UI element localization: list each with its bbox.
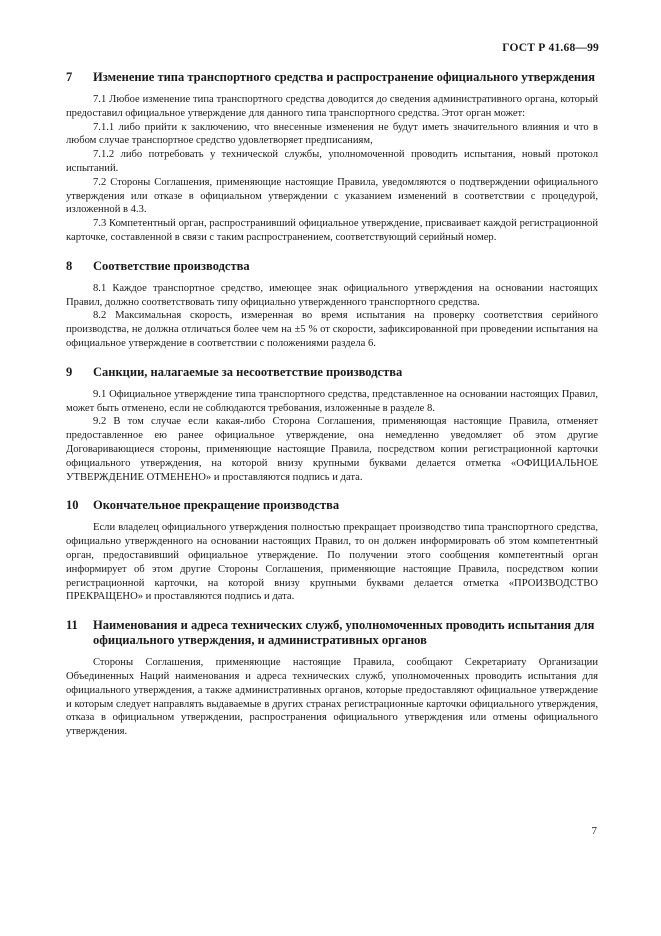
section-heading [66,70,598,85]
paragraph: 7.1.1 либо прийти к заключению, что внесенные изменения не будут иметь значительного влияния и что в любом случае транспортное средство удовлетворяет предписаниям, [66,121,598,147]
standard-code: ГОСТ Р 41.68—99 [502,42,599,54]
paragraph: 7.1 Любое изменение типа транспортного средства доводится до сведения административного органа, который предоставил официальное утверждение для данного типа транспортного средства. Этот орган может: [66,94,598,119]
section-number: 7 [66,70,73,84]
paragraph: 7.2 Стороны Соглашения, применяющие настоящие Правила, уведомляются о подтверждении официального утверждения или отказе в официальном утверждении с указанием изменений в соответствии с процедурой, изложенной в 4.3. [66,176,598,216]
paragraph: 8.2 Максимальная скорость, измеренная во время испытания на проверку соответствия серийного производства, не должна отличаться более чем на ±5 % от скорости, зафиксированной при проведении испытания на официальное утверждение в соответствии с положениями раздела 6. [66,310,598,349]
section-title: Санкции, налагаемые за несоответствие производства [93,364,403,379]
section-7 [66,70,598,245]
section-title: Соответствие производства [93,258,250,273]
section-10 [66,498,598,604]
section-heading [66,618,598,648]
section-number: 8 [66,258,73,273]
section-title: Изменение типа транспортного средства и распространение официального утверждения [93,70,595,84]
paragraph: 9.1 Официальное утверждение типа транспортного средства, представленное на основании настоящих Правил, может быть отменено, если не соблюдаются требования, изложенные в разделе 8. [66,388,598,414]
section-number: 9 [66,364,73,379]
paragraph: 9.2 В том случае если какая-либо Сторона Соглашения, применяющая настоящие Правила, отменяет предоставленное ею ранее официальное утверждение, она немедленно уведомляет об этом другие Договаривающиеся стороны, применяющие настоящие Правила, посредством копии регистрационной карточки официального утверждения, на которой внизу крупными буквами делается отметка «ОФИЦИАЛЬНОЕ УТВЕРЖДЕНИЕ ОТМЕНЕНО» и проставляются подпись и дата. [66,416,598,483]
paragraph: 7.3 Компетентный орган, распространивший официальное утверждение, присваивает каждой регистрационной карточке, составленной в связи с таким распространением, соответствующий серийный номер. [66,218,598,243]
section-number: 11 [66,618,78,633]
paragraph: 7.1.2 либо потребовать у технической службы, уполномоченной проводить испытания, новый протокол испытаний. [66,149,598,174]
section-8 [66,259,598,351]
section-11 [66,618,598,739]
page-number: 7 [591,825,597,837]
section-title: Наименования и адреса технических служб, уполномоченных проводить испытания для официального утверждения, и административных органов [93,618,595,648]
paragraph: 8.1 Каждое транспортное средство, имеющее знак официального утверждения на основании настоящих Правил, должно соответствовать типу официально утвержденного транспортного средства. [66,282,598,308]
section-heading [66,498,598,513]
section-number: 10 [66,498,79,513]
paragraph: Стороны Соглашения, применяющие настоящие Правила, сообщают Секретариату Организации Объединенных Наций наименования и адреса технических служб, уполномоченных проводить испытания для официального утверждения, а также административных органов, которые предоставляют официальное утверждение и которым следует направлять выдаваемые в других странах регистрационные карточки официального утверждения, отказа в официальном утверждении, распространения официального утверждения или отмены официального утверждения. [66,657,598,738]
section-title: Окончательное прекращение производства [93,498,340,513]
section-heading [66,365,598,380]
section-9 [66,365,598,485]
page-content [66,70,598,753]
paragraph: Если владелец официального утверждения полностью прекращает производство типа транспортного средства, официально утвержденного на основании настоящих Правил, то он должен информировать об этом компетентный орган, предоставивший официальное утверждение. По получении этого сообщения компетентный орган информирует об этом другие Стороны Соглашения, применяющие настоящие Правила, посредством копии регистрационной карточки, на которой внизу крупными буквами делается отметка «ПРОИЗВОДСТВО ПРЕКРАЩЕНО» и проставляются подпись и дата. [66,522,598,603]
section-heading [66,259,598,274]
